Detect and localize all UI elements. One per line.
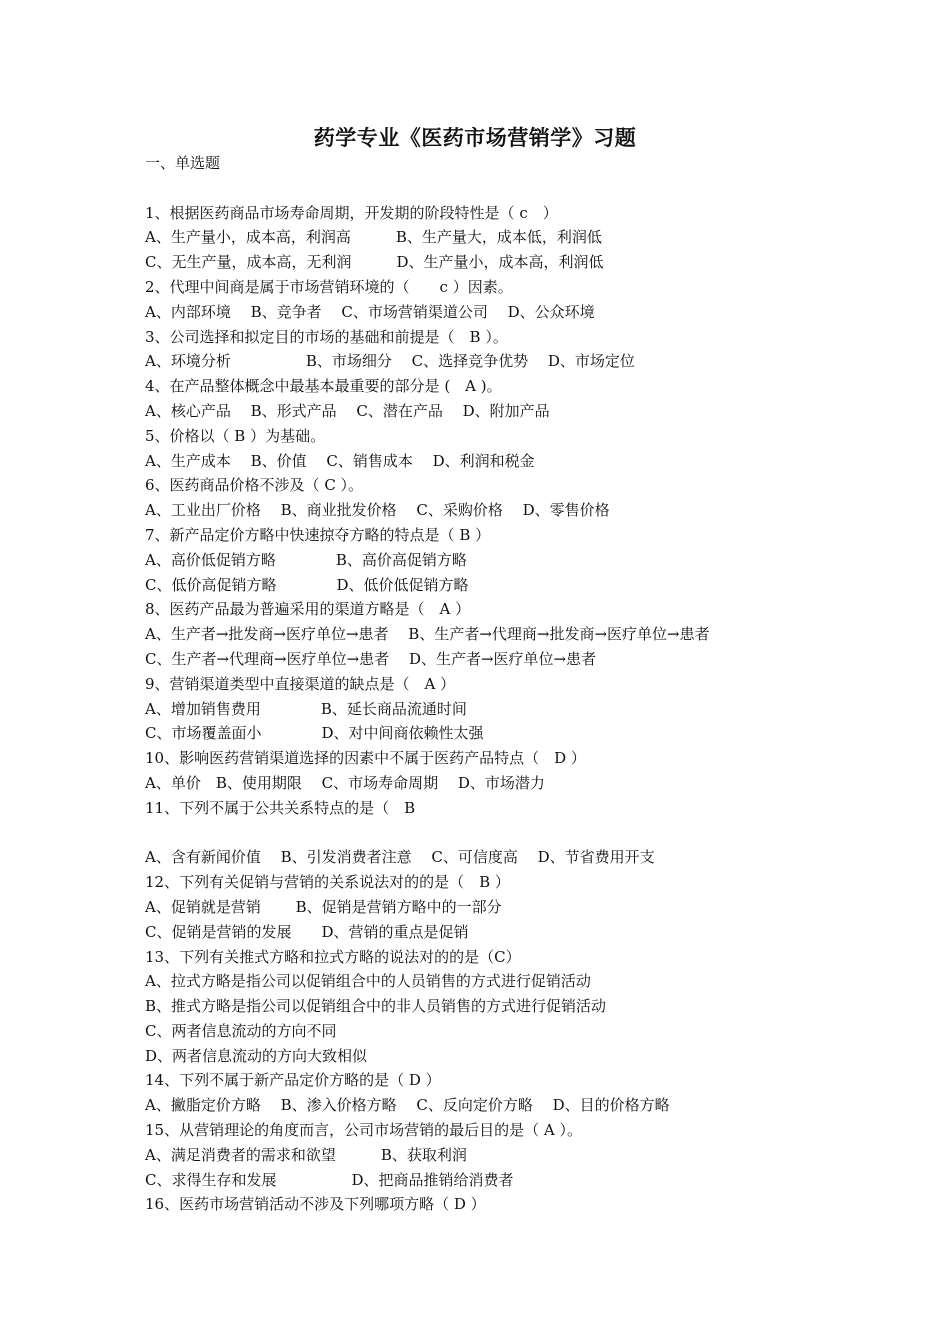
section-heading: 一、单选题 xyxy=(145,154,221,172)
text-line: A、含有新闻价值 B、引发消费者注意 C、可信度高 D、节省费用开支 xyxy=(145,848,655,867)
text-line: 8、医药产品最为普遍采用的渠道方略是（ A ） xyxy=(145,600,471,619)
text-line: 13、下列有关推式方略和拉式方略的说法对的的是（C） xyxy=(145,947,521,966)
text-line: A、单价 B、使用期限 C、市场寿命周期 D、市场潜力 xyxy=(145,773,545,792)
text-line: 7、新产品定价方略中快速掠夺方略的特点是（ B ） xyxy=(145,525,491,544)
blank-line xyxy=(145,176,925,201)
text-line: A、生产者→批发商→医疗单位→患者 B、生产者→代理商→批发商→医疗单位→患者 xyxy=(145,625,710,644)
document-title: 药学专业《医药市场营销学》习题 xyxy=(313,125,637,150)
text-line: 3、公司选择和拟定目的市场的基础和前提是（ B ）。 xyxy=(145,327,508,346)
text-line: A、高价低促销方略 B、高价高促销方略 xyxy=(145,550,467,569)
text-line: A、内部环境 B、竞争者 C、市场营销渠道公司 D、公众环境 xyxy=(145,302,595,321)
document-body xyxy=(145,151,925,1217)
text-line: A、环境分析 B、市场细分 C、选择竞争优势 D、市场定位 xyxy=(145,352,635,371)
text-line: C、求得生存和发展 D、把商品推销给消费者 xyxy=(145,1170,514,1189)
text-line: 14、下列不属于新产品定价方略的是（ D ） xyxy=(145,1071,441,1090)
text-line: 16、医药市场营销活动不涉及下列哪项方略（ D ） xyxy=(145,1195,486,1214)
text-line: C、生产者→代理商→医疗单位→患者 D、生产者→医疗单位→患者 xyxy=(145,649,597,668)
text-line: B、推式方略是指公司以促销组合中的非人员销售的方式进行促销活动 xyxy=(145,997,607,1016)
text-line: 6、医药商品价格不涉及（ C ）。 xyxy=(145,476,364,495)
text-line: C、无生产量，成本高，无利润 D、生产量小，成本高，利润低 xyxy=(145,253,604,272)
text-line: C、低价高促销方略 D、低价低促销方略 xyxy=(145,575,469,594)
text-line: D、两者信息流动的方向大致相似 xyxy=(145,1046,368,1065)
text-line: A、满足消费者的需求和欲望 B、获取利润 xyxy=(145,1145,467,1164)
text-line: 10、影响医药营销渠道选择的因素中不属于医药产品特点（ D ） xyxy=(145,749,586,768)
text-line: 15、从营销理论的角度而言，公司市场营销的最后目的是（ A ）。 xyxy=(145,1121,582,1140)
text-line: C、市场覆盖面小 D、对中间商依赖性太强 xyxy=(145,724,484,743)
text-line: 2、代理中间商是属于市场营销环境的（ c ）因素。 xyxy=(145,277,513,296)
text-line: A、撇脂定价方略 B、渗入价格方略 C、反向定价方略 D、目的价格方略 xyxy=(145,1096,670,1115)
text-line: A、拉式方略是指公司以促销组合中的人员销售的方式进行促销活动 xyxy=(145,972,591,991)
text-line: 12、下列有关促销与营销的关系说法对的的是（ B ） xyxy=(145,873,510,892)
text-line: 5、价格以（ B ）为基础。 xyxy=(145,426,326,445)
text-line: C、两者信息流动的方向不同 xyxy=(145,1021,337,1040)
text-line: A、工业出厂价格 B、商业批发价格 C、采购价格 D、零售价格 xyxy=(145,501,610,520)
text-line: 4、在产品整体概念中最基本最重要的部分是 ( A )。 xyxy=(145,377,502,396)
text-line: 11、下列不属于公共关系特点的是（ B xyxy=(145,798,416,817)
text-line: A、生产量小，成本高，利润高 B、生产量大，成本低，利润低 xyxy=(145,228,602,247)
question-list xyxy=(145,176,925,1217)
text-line: 9、营销渠道类型中直接渠道的缺点是（ A ） xyxy=(145,674,456,693)
text-line: A、生产成本 B、价值 C、销售成本 D、利润和税金 xyxy=(145,451,535,470)
text-line: A、核心产品 B、形式产品 C、潜在产品 D、附加产品 xyxy=(145,401,550,420)
text-line: A、促销就是营销 B、促销是营销方略中的一部分 xyxy=(145,897,502,916)
text-line: A、增加销售费用 B、延长商品流通时间 xyxy=(145,699,467,718)
blank-line xyxy=(145,821,925,846)
text-line: C、促销是营销的发展 D、营销的重点是促销 xyxy=(145,922,469,941)
text-line: 1、根据医药商品市场寿命周期，开发期的阶段特性是（ c ） xyxy=(145,203,558,222)
